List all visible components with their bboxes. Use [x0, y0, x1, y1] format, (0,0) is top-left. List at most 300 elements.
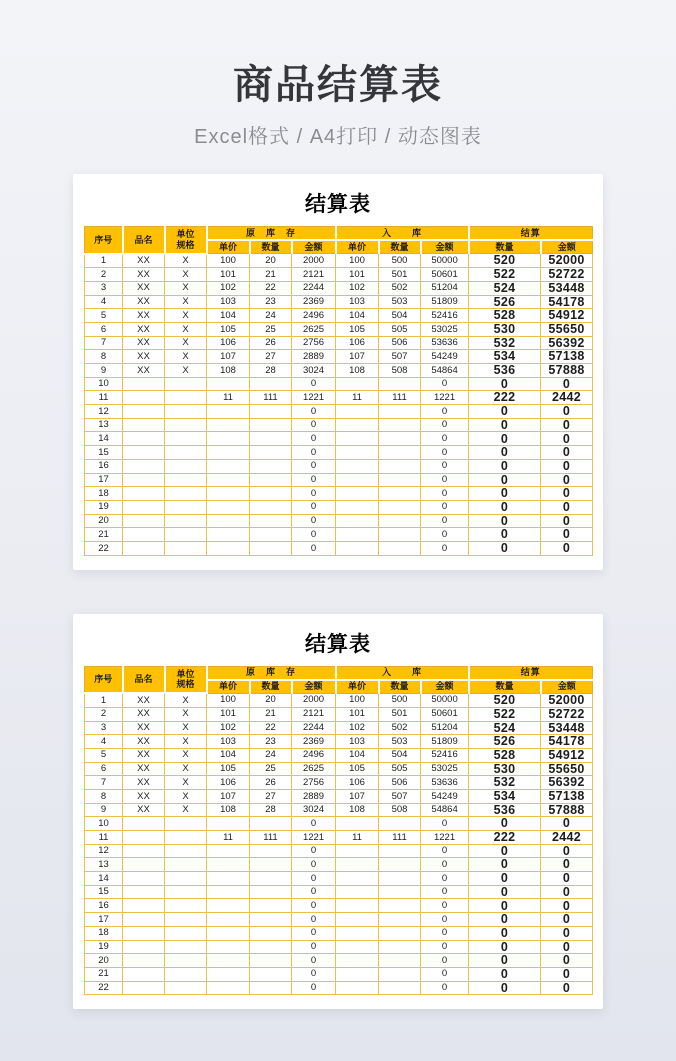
table-cell: 57888: [541, 364, 593, 378]
table-cell: [379, 473, 421, 487]
table-cell: 0: [421, 926, 469, 940]
col-header-stock-price: 单价: [207, 680, 250, 694]
table-cell: 0: [541, 926, 593, 940]
table-cell: 0: [292, 473, 336, 487]
table-cell: [379, 872, 421, 886]
table-cell: 57888: [541, 803, 593, 817]
table-cell: [165, 913, 207, 927]
table-cell: 15: [85, 885, 123, 899]
table-cell: [336, 872, 379, 886]
table-cell: [207, 885, 250, 899]
table-cell: 105: [336, 762, 379, 776]
table-row: [85, 541, 593, 555]
table-cell: 0: [421, 967, 469, 981]
table-cell: 100: [336, 693, 379, 707]
table-cell: [165, 817, 207, 831]
table-cell: 0: [469, 872, 541, 886]
table-row: [85, 967, 593, 981]
table-cell: 22: [250, 721, 292, 735]
table-cell: [336, 858, 379, 872]
table-cell: 0: [469, 377, 541, 391]
table-cell: X: [165, 364, 207, 378]
table-cell: 0: [421, 858, 469, 872]
table-cell: 50000: [421, 693, 469, 707]
col-header-name: 品名: [123, 227, 165, 254]
table-cell: [250, 954, 292, 968]
table-cell: 0: [469, 459, 541, 473]
table-cell: 14: [85, 432, 123, 446]
table-cell: [165, 954, 207, 968]
table-cell: 520: [469, 693, 541, 707]
table-cell: 0: [469, 858, 541, 872]
table-cell: 9: [85, 803, 123, 817]
table-row: [85, 350, 593, 364]
table-cell: [123, 487, 165, 501]
table-cell: 0: [541, 418, 593, 432]
table-cell: [336, 473, 379, 487]
table-cell: [379, 432, 421, 446]
table-cell: 0: [292, 817, 336, 831]
table-cell: [165, 831, 207, 845]
table-cell: 0: [469, 926, 541, 940]
table-cell: [250, 487, 292, 501]
table-cell: 2756: [292, 336, 336, 350]
table-cell: [336, 377, 379, 391]
table-cell: 0: [292, 487, 336, 501]
table-cell: 505: [379, 322, 421, 336]
table-cell: 51204: [421, 281, 469, 295]
table-cell: X: [165, 322, 207, 336]
table-cell: 50601: [421, 707, 469, 721]
table-cell: [336, 432, 379, 446]
table-cell: [250, 926, 292, 940]
table-row: [85, 735, 593, 749]
table-row: [85, 514, 593, 528]
table-cell: [123, 541, 165, 555]
table-cell: 503: [379, 295, 421, 309]
table-cell: 51204: [421, 721, 469, 735]
table-cell: 107: [336, 350, 379, 364]
table-cell: 0: [541, 954, 593, 968]
table-cell: 53636: [421, 776, 469, 790]
table-body: [85, 693, 593, 995]
table-cell: 102: [207, 281, 250, 295]
table-cell: 56392: [541, 776, 593, 790]
table-cell: 3024: [292, 803, 336, 817]
table-cell: [123, 459, 165, 473]
table-cell: [250, 418, 292, 432]
table-cell: 2244: [292, 281, 336, 295]
table-cell: 2244: [292, 721, 336, 735]
table-cell: [379, 817, 421, 831]
table-cell: 530: [469, 762, 541, 776]
table-cell: 505: [379, 762, 421, 776]
table-cell: XX: [123, 281, 165, 295]
table-cell: 0: [292, 377, 336, 391]
table-cell: 501: [379, 707, 421, 721]
table-row: [85, 954, 593, 968]
table-cell: XX: [123, 322, 165, 336]
table-cell: [123, 418, 165, 432]
table-cell: 53025: [421, 322, 469, 336]
table-cell: XX: [123, 309, 165, 323]
table-cell: [250, 528, 292, 542]
table-cell: 107: [207, 789, 250, 803]
table-cell: 0: [469, 473, 541, 487]
table-cell: [336, 913, 379, 927]
table-cell: 13: [85, 418, 123, 432]
table-cell: 106: [207, 336, 250, 350]
table-cell: 534: [469, 789, 541, 803]
table-cell: 536: [469, 803, 541, 817]
table-cell: [207, 487, 250, 501]
table-cell: 111: [379, 391, 421, 405]
table-cell: 0: [421, 500, 469, 514]
table-cell: 508: [379, 364, 421, 378]
table-cell: 105: [207, 762, 250, 776]
table-cell: X: [165, 789, 207, 803]
table-cell: X: [165, 707, 207, 721]
table-cell: [165, 858, 207, 872]
table-cell: [379, 885, 421, 899]
table-cell: 2625: [292, 762, 336, 776]
table-cell: 27: [250, 789, 292, 803]
table-cell: [379, 940, 421, 954]
table-cell: 0: [421, 954, 469, 968]
group-header-inbound: 入 库: [336, 227, 469, 241]
table-cell: 15: [85, 446, 123, 460]
table-cell: 0: [292, 940, 336, 954]
table-cell: 0: [421, 981, 469, 995]
table-cell: [379, 405, 421, 419]
table-cell: X: [165, 336, 207, 350]
table-cell: [250, 377, 292, 391]
table-cell: XX: [123, 803, 165, 817]
table-cell: 102: [336, 281, 379, 295]
table-cell: 503: [379, 735, 421, 749]
table-cell: 0: [469, 500, 541, 514]
table-cell: 11: [207, 391, 250, 405]
table-cell: XX: [123, 364, 165, 378]
table-row: [85, 391, 593, 405]
table-cell: 104: [207, 748, 250, 762]
table-cell: [123, 844, 165, 858]
table-cell: [336, 967, 379, 981]
table-cell: [165, 405, 207, 419]
table-cell: 3024: [292, 364, 336, 378]
table-cell: 528: [469, 748, 541, 762]
table-cell: 0: [541, 899, 593, 913]
table-cell: 4: [85, 295, 123, 309]
table-cell: [379, 541, 421, 555]
table-cell: 0: [541, 459, 593, 473]
table-cell: [165, 500, 207, 514]
table-cell: 0: [541, 473, 593, 487]
table-cell: [123, 446, 165, 460]
table-cell: 2121: [292, 707, 336, 721]
table-cell: XX: [123, 295, 165, 309]
table-row: [85, 432, 593, 446]
table-cell: 0: [541, 405, 593, 419]
table-cell: [123, 432, 165, 446]
table-cell: [207, 500, 250, 514]
table-cell: 51809: [421, 735, 469, 749]
table-cell: [123, 473, 165, 487]
table-cell: 0: [421, 377, 469, 391]
table-cell: [207, 446, 250, 460]
table-row: [85, 336, 593, 350]
table-cell: 52722: [541, 268, 593, 282]
table-cell: 19: [85, 940, 123, 954]
table-cell: 53448: [541, 281, 593, 295]
col-header-in-amount: 金额: [421, 680, 469, 694]
table-cell: 52000: [541, 693, 593, 707]
table-cell: [250, 514, 292, 528]
table-cell: [336, 418, 379, 432]
table-cell: [207, 541, 250, 555]
table-cell: 0: [469, 817, 541, 831]
col-header-settle-amount: 金额: [541, 240, 593, 254]
sheet-title: 结算表: [305, 193, 371, 216]
table-cell: [379, 913, 421, 927]
table-cell: 0: [541, 844, 593, 858]
table-row: [85, 858, 593, 872]
table-cell: 102: [336, 721, 379, 735]
table-cell: 17: [85, 913, 123, 927]
table-cell: XX: [123, 350, 165, 364]
table-cell: 11: [85, 831, 123, 845]
table-cell: 0: [292, 981, 336, 995]
table-cell: 11: [207, 831, 250, 845]
table-cell: [379, 514, 421, 528]
table-cell: 104: [336, 309, 379, 323]
table-cell: [165, 514, 207, 528]
table-cell: 0: [541, 885, 593, 899]
table-cell: 0: [469, 528, 541, 542]
table-cell: [123, 514, 165, 528]
table-cell: 0: [541, 872, 593, 886]
group-header-original-stock: 原 库 存: [207, 666, 336, 680]
table-cell: XX: [123, 336, 165, 350]
table-cell: 28: [250, 803, 292, 817]
table-row: [85, 831, 593, 845]
table-cell: 0: [541, 432, 593, 446]
table-cell: 20: [85, 954, 123, 968]
table-cell: 2496: [292, 748, 336, 762]
table-cell: 10: [85, 377, 123, 391]
table-row: [85, 748, 593, 762]
table-cell: 0: [421, 418, 469, 432]
table-cell: 532: [469, 776, 541, 790]
table-cell: 0: [541, 528, 593, 542]
table-cell: 0: [292, 844, 336, 858]
table-cell: 23: [250, 735, 292, 749]
sheet-card: [73, 614, 603, 1010]
group-header-inbound: 入 库: [336, 666, 469, 680]
table-cell: 0: [541, 940, 593, 954]
table-cell: 0: [292, 528, 336, 542]
table-cell: 0: [421, 885, 469, 899]
table-cell: 534: [469, 350, 541, 364]
table-cell: 24: [250, 748, 292, 762]
page-subtitle: Excel格式 / A4打印 / 动态图表: [194, 126, 482, 148]
table-cell: 16: [85, 899, 123, 913]
table-cell: 54912: [541, 748, 593, 762]
table-cell: [207, 514, 250, 528]
table-cell: 50601: [421, 268, 469, 282]
table-cell: 2000: [292, 693, 336, 707]
table-cell: 11: [85, 391, 123, 405]
table-cell: 108: [207, 803, 250, 817]
table-cell: XX: [123, 748, 165, 762]
table-row: [85, 254, 593, 268]
col-header-settle-qty: 数量: [469, 240, 541, 254]
table-cell: 57138: [541, 350, 593, 364]
table-cell: 0: [541, 913, 593, 927]
table-cell: 1221: [292, 831, 336, 845]
table-cell: 101: [336, 707, 379, 721]
table-row: [85, 776, 593, 790]
table-row: [85, 364, 593, 378]
table-cell: [250, 459, 292, 473]
table-cell: 0: [469, 885, 541, 899]
table-cell: [379, 500, 421, 514]
col-header-name: 品名: [123, 666, 165, 693]
table-cell: 2121: [292, 268, 336, 282]
table-cell: 106: [207, 776, 250, 790]
table-cell: [336, 459, 379, 473]
col-header-seq: 序号: [85, 666, 123, 693]
table-cell: 0: [421, 541, 469, 555]
table-row: [85, 803, 593, 817]
table-row: [85, 405, 593, 419]
table-cell: [165, 418, 207, 432]
table-cell: 111: [379, 831, 421, 845]
table-cell: 52416: [421, 309, 469, 323]
table-cell: X: [165, 281, 207, 295]
table-row: [85, 418, 593, 432]
col-header-stock-amount: 金额: [292, 240, 336, 254]
table-cell: [165, 926, 207, 940]
table-cell: 504: [379, 748, 421, 762]
table-cell: 16: [85, 459, 123, 473]
table-cell: X: [165, 268, 207, 282]
table-cell: 6: [85, 762, 123, 776]
table-cell: [207, 926, 250, 940]
table-cell: 8: [85, 789, 123, 803]
table-cell: [123, 528, 165, 542]
table-cell: 3: [85, 721, 123, 735]
table-cell: 100: [207, 254, 250, 268]
table-cell: 104: [336, 748, 379, 762]
table-cell: [123, 858, 165, 872]
table-row: [85, 885, 593, 899]
table-cell: [250, 817, 292, 831]
table-cell: [379, 377, 421, 391]
table-cell: [165, 940, 207, 954]
table-row: [85, 872, 593, 886]
table-cell: [379, 981, 421, 995]
table-cell: 0: [421, 459, 469, 473]
table-cell: 108: [336, 803, 379, 817]
table-cell: 0: [541, 541, 593, 555]
table-cell: 0: [292, 418, 336, 432]
table-cell: 524: [469, 721, 541, 735]
table-cell: 53636: [421, 336, 469, 350]
table-cell: [250, 913, 292, 927]
table-cell: [207, 913, 250, 927]
table-cell: 0: [421, 844, 469, 858]
table-cell: 1221: [421, 831, 469, 845]
table-cell: [250, 872, 292, 886]
table-cell: 21: [85, 528, 123, 542]
table-cell: 532: [469, 336, 541, 350]
table-cell: 103: [207, 735, 250, 749]
table-cell: [379, 899, 421, 913]
table-cell: 13: [85, 858, 123, 872]
table-cell: [123, 899, 165, 913]
table-cell: 27: [250, 350, 292, 364]
group-header-original-stock: 原 库 存: [207, 227, 336, 241]
table-cell: 25: [250, 322, 292, 336]
table-cell: 0: [541, 858, 593, 872]
table-cell: 9: [85, 364, 123, 378]
table-cell: 536: [469, 364, 541, 378]
table-cell: X: [165, 350, 207, 364]
table-cell: 107: [336, 789, 379, 803]
table-cell: 500: [379, 693, 421, 707]
table-cell: [123, 500, 165, 514]
table-cell: 5: [85, 748, 123, 762]
table-cell: 520: [469, 254, 541, 268]
table-body: [85, 254, 593, 556]
table-cell: [123, 967, 165, 981]
table-cell: 0: [421, 514, 469, 528]
table-cell: 0: [292, 541, 336, 555]
table-cell: [250, 967, 292, 981]
table-cell: [123, 940, 165, 954]
table-cell: 54864: [421, 803, 469, 817]
table-cell: [123, 831, 165, 845]
col-header-stock-qty: 数量: [250, 680, 292, 694]
table-cell: [165, 899, 207, 913]
table-row: [85, 899, 593, 913]
table-cell: 0: [469, 514, 541, 528]
table-cell: 0: [541, 514, 593, 528]
table-cell: 0: [421, 940, 469, 954]
table-cell: [123, 913, 165, 927]
table-cell: [336, 446, 379, 460]
table-cell: 0: [421, 899, 469, 913]
table-row: [85, 940, 593, 954]
table-cell: 506: [379, 776, 421, 790]
table-cell: 105: [336, 322, 379, 336]
table-cell: [336, 844, 379, 858]
table-cell: XX: [123, 268, 165, 282]
table-cell: [165, 487, 207, 501]
table-cell: [123, 885, 165, 899]
table-cell: 526: [469, 295, 541, 309]
table-row: [85, 762, 593, 776]
table-cell: [250, 541, 292, 555]
table-cell: X: [165, 309, 207, 323]
table-cell: 0: [292, 514, 336, 528]
table-cell: 0: [421, 473, 469, 487]
table-cell: 11: [336, 391, 379, 405]
table-cell: 507: [379, 789, 421, 803]
table-cell: 0: [469, 913, 541, 927]
table-cell: 26: [250, 336, 292, 350]
